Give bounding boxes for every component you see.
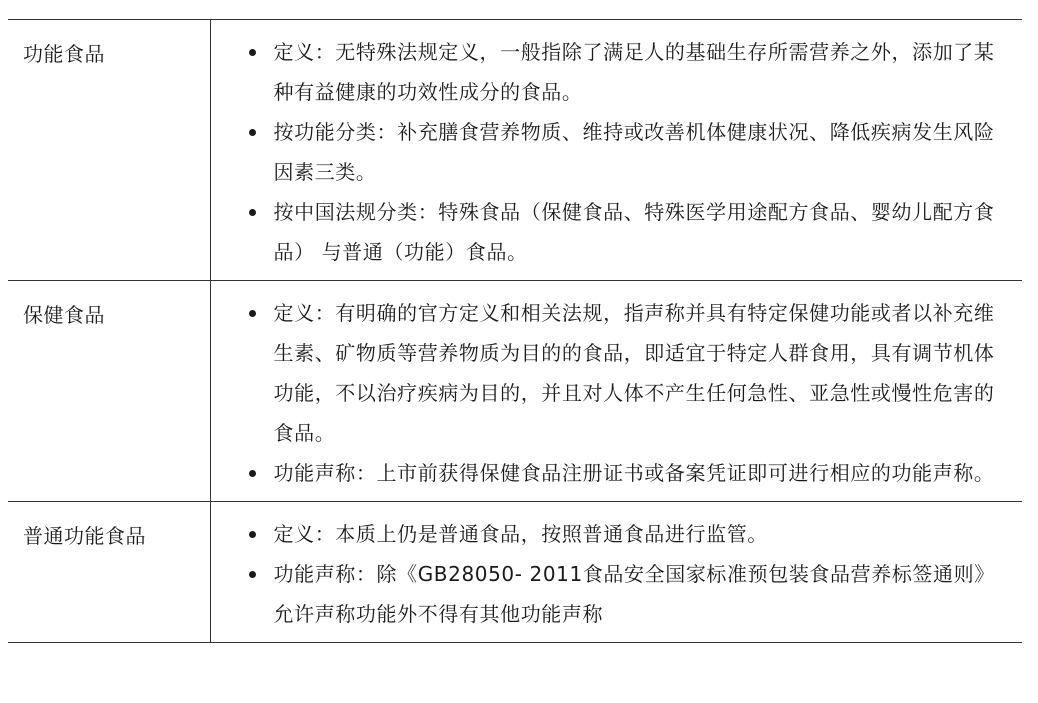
table-row-health-food: [8, 281, 1022, 502]
bullet-icon: [249, 310, 256, 317]
bullet-icon: [249, 49, 256, 56]
description-cell: [210, 20, 1022, 281]
list-item: [248, 32, 1023, 112]
list-item: [248, 192, 1023, 272]
list-item: [248, 554, 1023, 634]
term-cell: 保健食品: [8, 281, 210, 502]
list-item: [248, 293, 1023, 453]
description-cell: [210, 281, 1022, 502]
comparison-table: [8, 19, 1022, 643]
list-item-text: 功能声称：除《GB28050- 2011食品安全国家标准预包装食品营养标签通则》允许声称功能外不得有其他功能声称: [273, 562, 995, 626]
table-row-ordinary-functional-food: [8, 502, 1022, 643]
bullet-list: [248, 32, 1023, 272]
bullet-icon: [249, 531, 256, 538]
bullet-icon: [249, 470, 256, 477]
list-item: [248, 453, 1023, 493]
table-row-functional-food: [8, 20, 1022, 281]
list-item: [248, 514, 1023, 554]
list-item-text: 按功能分类：补充膳食营养物质、维持或改善机体健康状况、降低疾病发生风险因素三类。: [273, 120, 995, 184]
list-item-text: 功能声称：上市前获得保健食品注册证书或备案凭证即可进行相应的功能声称。: [273, 461, 995, 485]
description-cell: [210, 502, 1022, 643]
list-item-text: 定义：有明确的官方定义和相关法规，指声称并具有特定保健功能或者以补充维生素、矿物质等营养物质为目的的食品，即适宜于特定人群食用，具有调节机体功能，不以治疗疾病为目的，并且对人体不产生任何急性、亚急性或慢性危害的食品。: [273, 301, 995, 445]
term-cell: 功能食品: [8, 20, 210, 281]
list-item-text: 定义：无特殊法规定义，一般指除了满足人的基础生存所需营养之外，添加了某种有益健康的功效性成分的食品。: [273, 40, 995, 104]
list-item: [248, 112, 1023, 192]
bullet-list: [248, 293, 1023, 493]
term-cell: 普通功能食品: [8, 502, 210, 643]
bullet-list: [248, 514, 1023, 634]
bullet-icon: [249, 209, 256, 216]
list-item-text: 按中国法规分类：特殊食品（保健食品、特殊医学用途配方食品、婴幼儿配方食品） 与普通（功能）食品。: [273, 200, 995, 264]
list-item-text: 定义：本质上仍是普通食品，按照普通食品进行监管。: [273, 522, 768, 546]
bullet-icon: [249, 129, 256, 136]
bullet-icon: [249, 571, 256, 578]
